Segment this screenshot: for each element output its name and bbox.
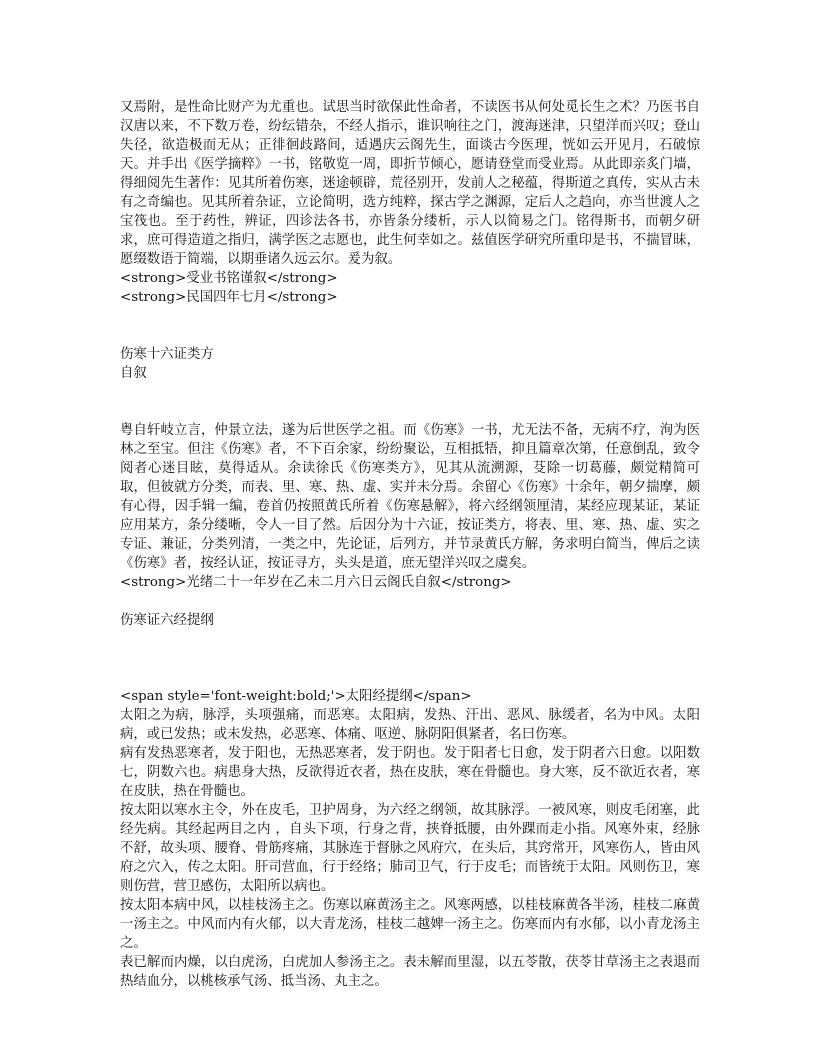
section-subtitle: 自叙 — [120, 366, 147, 381]
body-paragraph: 表已解而内燥，以白虎汤，白虎加人参汤主之。表未解而里湿，以五苓散，茯苓甘草汤主之表退而热结血分，以桃核承气汤、抵当汤、丸主之。 — [120, 955, 700, 989]
preface-date: <strong>民国四年七月</strong> — [120, 290, 338, 305]
chapter-title: 伤寒证六经提纲 — [120, 613, 214, 628]
body-paragraph: 按太阳以寒水主令，外在皮毛，卫护周身，为六经之纲领，故其脉浮。一被风寒，则皮毛闭塞，此经先病。其经起两目之内 ，自头下项，行身之背，挟脊抵腰，由外踝而走小指。风寒外束，经脉不舒，故头项、腰脊、骨筋疼痛，其脉连于督脉之风府穴，在头后，其窍常开，风寒伤人，皆由风府之穴入，传之太阳。肝司营血，行于经络；肺司卫气，行于皮毛；而皆统于太阳。风则伤卫，寒则伤营，营卫感伤，太阳所以病也。 — [120, 803, 700, 894]
self-preface-paragraph: 粤自轩岐立言，仲景立法，遂为后世医学之祖。而《伤寒》一书，尤无法不备，无病不疗，洵为医林之至宝。但注《伤寒》者，不下百余家，纷纷聚讼，互相抵牾，抑且篇章次第，任意倒乱，致令阅者心迷目眩，莫得适从。余读徐氏《伤寒类方》，见其从流溯源，芟除一切葛藤，颇觉精简可取，但彼就方分类，而表、里、寒、热、虚、实并未分焉。余留心《伤寒》十余年，朝夕揣摩，颇有心得，因手辑一编，卷首仍按照黄氏所着《伤寒悬解》，将六经纲领厘清，某经应现某证，某证应用某方，条分缕晰，令人一目了然。后因分为十六证，按证类方，将表、里、寒、热、虚、实之专证、兼证，分类列清，一类之中，先论证，后列方，并节录黄氏方解，务求明白简当，俾后之读《伤寒》者，按经认证，按证寻方，头头是道，庶无望洋兴叹之虞矣。 — [120, 423, 700, 571]
preface-signature: <strong>受业书铭谨叙</strong> — [120, 271, 338, 286]
raw-span-heading: <span style='font-weight:bold;'>太阳经提纲</span> — [120, 689, 472, 704]
spacer — [120, 383, 700, 421]
spacer — [120, 307, 700, 345]
self-preface-signature: <strong>光绪二十一年岁在乙未二月六日云阁氏自叙</strong> — [120, 575, 512, 590]
section-title: 伤寒十六证类方 — [120, 347, 214, 362]
body-paragraph: 按太阳本病中风，以桂枝汤主之。伤寒以麻黄汤主之。风寒两感，以桂枝麻黄各半汤，桂枝二麻黄一汤主之。中风而内有火郁，以大青龙汤，桂枝二越婢一汤主之。伤寒而内有水郁，以小青龙汤主之。 — [120, 898, 700, 951]
preface-paragraph: 又焉附，是性命比财产为尤重也。试思当时欲保此性命者，不读医书从何处觅长生之术？乃医书自汉唐以来，不下数万卷，纷纭错杂，不经人指示，谁识响往之门，渡海迷津，只望洋而兴叹；登山失径，欲造极而无从；正徘徊歧路间，适遇庆云阁先生，面谈古今医理，恍如云开见月，石破惊天。并手出《医学摘粹》一书，铭敬览一周，即折节倾心，愿请登堂而受业焉。从此即亲炙门墙，得细阅先生著作：见其所着伤寒，迷途顿辟，荒径别开，发前人之秘蕴，得斯道之真传，实从古未有之奇编也。见其所着杂证，立论简明，选方纯粹，探古学之渊源，定后人之趋向，亦当世渡人之宝筏也。至于药性，辨证，四诊法各书，亦皆条分缕析，示人以简易之门。铭得斯书，而朝夕研求，庶可得造道之指归，满学医之志愿也，此生何幸如之。兹值医学研究所重印是书，不揣冒昧，愿缀数语于简端，以期垂诸久远云尔。爰为叙。 — [120, 100, 700, 267]
spacer — [120, 630, 700, 687]
body-paragraph: 太阳之为病，脉浮，头项强痛，而恶寒。太阳病，发热、汗出、恶风、脉缓者，名为中风。太阳病，或已发热；或未发热，必恶寒、体痛、呕逆、脉阴阳俱紧者，名曰伤寒。 — [120, 708, 700, 742]
spacer — [120, 592, 700, 611]
body-paragraph: 病有发热恶寒者，发于阳也，无热恶寒者，发于阴也。发于阳者七日愈，发于阴者六日愈。以阳数七，阴数六也。病患身大热，反欲得近衣者，热在皮肤，寒在骨髓也。身大寒，反不欲近衣者，寒在皮肤，热在骨髓也。 — [120, 746, 700, 799]
document-page — [120, 98, 700, 991]
